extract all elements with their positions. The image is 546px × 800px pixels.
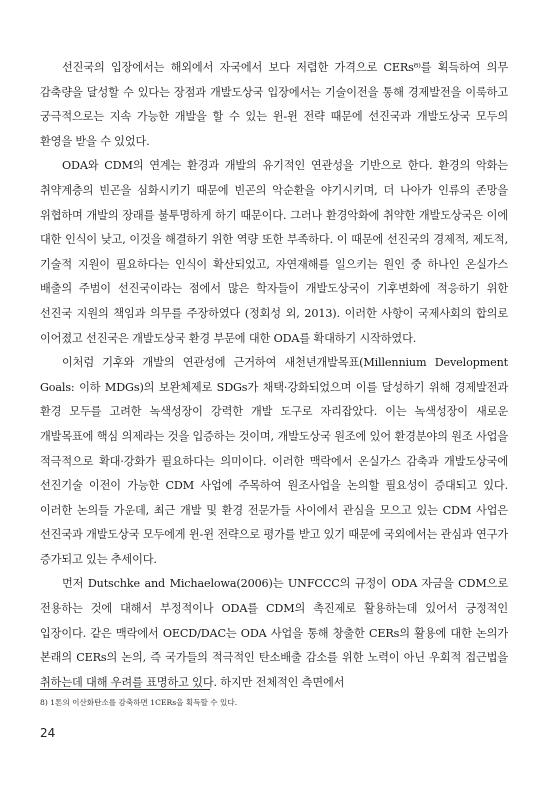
paragraph-2: ODA와 CDM의 연계는 환경과 개발의 유기적인 연관성을 기반으로 한다. 환경의 악화는 취약계층의 빈곤을 심화시키기 때문에 빈곤의 악순환을 야기시키며, 더 나아가 인류의 존망을 위협하며 개발의 장래를 불투명하게 하기 때문이다. 그러나 환경악화에 취약한 개발도상국은 이에 대한 인식이 낮고, 이것을 해결하기 위한 역량 또한 부족하다. 이 때문에 선진국의 경제적, 제도적, 기술적 지원이 필요하다는 인식이 확산되었고, 자연재해를 일으키는 원인 중 하나인 온실가스 배출의 주범이 선진국이라는 점에서 많은 학자들이 개발도상국이 기후변화에 적응하기 위한 선진국 지원의 책임과 의무를 주장하였다 (정회성 외, 2013). 이러한 사항이 국제사회의 합의로 이어졌고 선진국은 개발도상국 환경 부문에 대한 ODA를 확대하기 시작하였다. xyxy=(40,159,508,345)
paragraph-4: 먼저 Dutschke and Michaelowa(2006)는 UNFCCC의 규정이 ODA 자금을 CDM으로 전용하는 것에 대해서 부정적이나 ODA를 CDM의 촉진제로 활용하는데 있어서 긍정적인 입장이다. 같은 맥락에서 OECD/DAC는 ODA 사업을 통해 창출한 CERs의 활용에 대한 논의가 본래의 CERs의 논의, 즉 국가들의 적극적인 탄소배출 감소를 위한 노력이 아닌 우회적 접근법을 취하는데 대해 우려를 표명하고 있다. 하지만 전체적인 측면에서 xyxy=(40,577,508,689)
footnote-divider xyxy=(40,689,210,690)
body-text xyxy=(40,56,508,695)
page-number: 24 xyxy=(40,726,56,740)
footnote: 8) 1톤의 이산화탄소를 감축하면 1CERs을 획득할 수 있다. xyxy=(40,698,238,707)
paragraph-1: 선진국의 입장에서는 해외에서 자국에서 보다 저렴한 가격으로 CERs⁸⁾를 획득하여 의무 감축량을 달성할 수 있다는 장점과 개발도상국 입장에서는 기술이전을 통해 경제발전을 이룩하고 궁극적으로는 지속 가능한 개발을 할 수 있는 윈-윈 전략 때문에 선진국과 개발도상국 모두의 환영을 받을 수 있었다. xyxy=(40,61,508,148)
paragraph-3: 이처럼 기후와 개발의 연관성에 근거하여 새천년개발목표(Millennium Development Goals: 이하 MDGs)의 보완체제로 SDGs가 채택·강화되었으며 이를 달성하기 위해 경제발전과 환경 모두를 고려한 녹색성장이 강력한 개발 도구로 자리잡았다. 이는 녹색성장이 새로운 개발목표에 핵심 의제라는 것을 입증하는 것이며, 개발도상국 원조에 있어 환경분야의 원조 사업을 적극적으로 확대·강화가 필요하다는 의미이다. 이러한 맥락에서 온실가스 감축과 개발도상국에 선진기술 이전이 가능한 CDM 사업에 주목하여 원조사업을 논의할 필요성이 증대되고 있다. 이러한 논의들 가운데, 최근 개발 및 환경 전문가들 사이에서 관심을 모으고 있는 CDM 사업은 선진국과 개발도상국 모두에게 윈-윈 전략으로 평가를 받고 있기 때문에 국외에서는 관심과 연구가 증가되고 있는 추세이다. xyxy=(40,356,508,566)
